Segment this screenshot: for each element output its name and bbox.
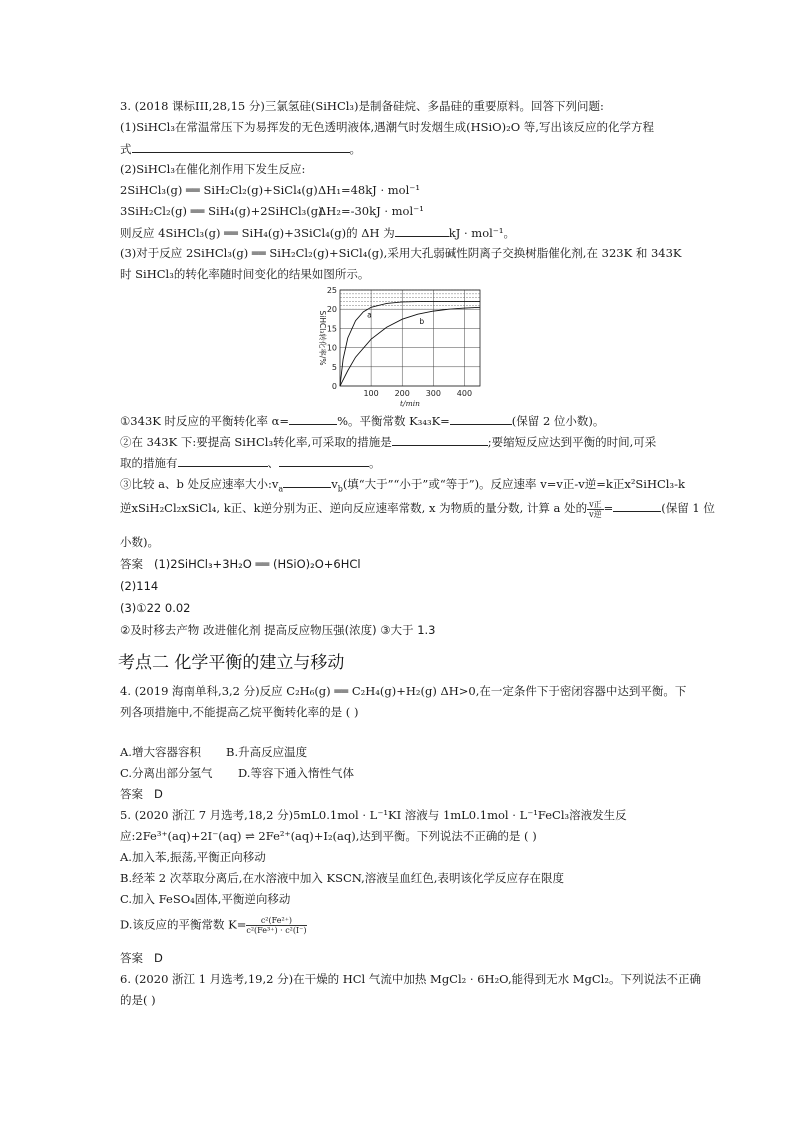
x-tick-label: 200 [394, 389, 410, 398]
q3-sub3 [120, 475, 685, 497]
answer-blank[interactable] [279, 454, 369, 467]
q3-part3-line1: (3)对于反应 2SiHCl₃(g) ══ SiH₂Cl₂(g)+SiCl₄(g),采用大孔弱碱性阴离子交换树脂催化剂,在 323K 和 343K [120, 246, 682, 260]
q3-sub2-a: ②在 343K 下:要提高 SiHCl₃转化率,可采取的措施是 [120, 435, 392, 449]
q5-option-b: B.经苯 2 次萃取分离后,在水溶液中加入 KSCN,溶液呈血红色,表明该化学反应存在限度 [120, 871, 564, 885]
equation-3-prefix: 则反应 4SiHCl₃(g) ══ SiH₄(g)+3SiCl₄(g)的 ΔH 为 [120, 226, 395, 240]
q3-part1-prefix: 式 [120, 142, 132, 156]
conversion-chart [310, 286, 490, 408]
q3-part2: (2)SiHCl₃在催化剂作用下发生反应: [120, 162, 306, 176]
x-tick-label: 300 [425, 389, 441, 398]
rate-ratio-denominator: v逆 [589, 509, 602, 519]
equation-2: 3SiH₂Cl₂(g) ══ SiH₄(g)+2SiHCl₃(g) [120, 204, 323, 218]
chart-labels [367, 310, 424, 326]
q3-answer-4: ②及时移去产物 改进催化剂 提高反应物压强(浓度) ③大于 1.3 [120, 623, 436, 637]
chart-lines [340, 302, 480, 386]
q3-sub4-a: 逆xSiH₂Cl₂xSiCl₄, k正、k逆分别为正、逆向反应速率常数, x 为物质的量分数, 计算 a 处的 [120, 501, 588, 515]
q3-sub4-b: (保留 1 位 [661, 501, 715, 515]
answer-blank[interactable] [178, 454, 268, 467]
q3-sub2-c: 取的措施有 [120, 456, 178, 470]
answer-blank[interactable] [450, 412, 512, 425]
q3-part1-line2 [120, 140, 361, 157]
q4-option-c: C.分离出部分氢气 [120, 766, 213, 780]
y-tick-label: 15 [326, 324, 337, 334]
rate-ratio-numerator: v正 [589, 499, 602, 509]
y-tick-label: 5 [331, 362, 337, 372]
plot-frame [340, 290, 480, 386]
x-tick-label: 400 [456, 389, 473, 398]
x-axis-label: t/min [400, 399, 420, 408]
q3-sub3-c: (填“大于”“小于”或“等于”)。反应速率 v=v正-v逆=k正x²SiHCl₃-k [342, 477, 685, 491]
q3-sub1-c: (保留 2 位小数)。 [511, 414, 605, 428]
chart-axes [318, 286, 480, 408]
q3-answer-1 [120, 556, 361, 572]
q3-part1-suffix: 。 [349, 142, 361, 156]
answer-blank[interactable] [283, 475, 331, 488]
answer-label: 答案 [120, 557, 143, 571]
q3-sub2 [120, 433, 656, 450]
q3-sub1 [120, 412, 604, 429]
chart-grid [340, 290, 480, 386]
q3-sub2-cont [120, 454, 381, 471]
q3-header: 3. (2018 课标III,28,15 分)三氯氢硅(SiHCl₃)是制备硅烷、多晶硅的重要原料。回答下列问题: [120, 99, 604, 113]
equation-3-suffix: kJ · mol⁻¹。 [448, 226, 515, 240]
q3-sub2-e: 。 [369, 456, 381, 470]
answer-text: D [153, 787, 163, 801]
q5-option-c: C.加入 FeSO₄固体,平衡逆向移动 [120, 892, 291, 906]
equation-2-enthalpy: ΔH₂=-30kJ · mol⁻¹ [318, 204, 424, 218]
series-line-b [340, 307, 480, 386]
section-title: 考点二 化学平衡的建立与移动 [118, 653, 345, 673]
q3-part1-line1: (1)SiHCl₃在常温常压下为易挥发的无色透明液体,遇潮气时发烟生成(HSiO)₂O 等,写出该反应的化学方程 [120, 120, 654, 134]
q3-sub5: 小数)。 [120, 535, 159, 549]
q4-header-cont: 列各项措施中,不能提高乙烷平衡转化率的是 ( ) [120, 705, 359, 719]
y-tick-label: 20 [326, 305, 337, 315]
answer-blank[interactable] [613, 499, 661, 512]
q5-option-a: A.加入苯,振荡,平衡正向移动 [120, 850, 266, 864]
rate-ratio-fraction [587, 500, 604, 519]
point-label-a: a [367, 310, 372, 320]
answer-blank[interactable] [395, 224, 449, 237]
q6-header-cont: 的是( ) [120, 993, 156, 1007]
q3-sub1-a: ①343K 时反应的平衡转化率 α= [120, 414, 290, 428]
y-tick-label: 10 [326, 343, 337, 353]
q3-sub3-b-sub: b [337, 484, 343, 494]
q4-option-b: B.升高反应温度 [226, 745, 308, 759]
q5-answer [120, 950, 163, 966]
q3-sub4-eq: = [603, 501, 614, 515]
answer-blank[interactable] [132, 140, 350, 153]
answer-text: D [153, 951, 163, 965]
q5-header: 5. (2020 浙江 7 月选考,18,2 分)5mL0.1mol · L⁻¹KI 溶液与 1mL0.1mol · L⁻¹FeCl₃溶液发生反 [120, 808, 627, 822]
q3-sub2-b: ;要缩短反应达到平衡的时间,可采 [487, 435, 657, 449]
equilibrium-constant-fraction [246, 916, 306, 935]
equation-1-enthalpy: ΔH₁=48kJ · mol⁻¹ [318, 183, 420, 197]
fraction-denominator: c²(Fe³⁺) · c²(I⁻) [246, 926, 307, 935]
y-axis-label: SiHCl₃转化率/% [318, 310, 327, 366]
q6-header: 6. (2020 浙江 1 月选考,19,2 分)在干燥的 HCl 气流中加热 MgCl₂ · 6H₂O,能得到无水 MgCl₂。下列说法不正确 [120, 972, 701, 986]
answer-label: 答案 [120, 787, 143, 801]
q5-header-cont: 应:2Fe³⁺(aq)+2I⁻(aq) ⇌ 2Fe²⁺(aq)+I₂(aq),达到平衡。下列说法不正确的是 ( ) [120, 829, 537, 843]
q3-sub2-d: 、 [267, 456, 279, 470]
equation-3-line [120, 224, 515, 241]
series-line-a [340, 302, 480, 386]
q3-answer-2: (2)114 [120, 579, 159, 593]
answer-text: (1)2SiHCl₃+3H₂O ══ (HSiO)₂O+6HCl [153, 557, 361, 571]
q3-answer-3: (3)①22 0.02 [120, 601, 191, 615]
q3-sub4 [120, 499, 715, 519]
point-label-b: b [419, 317, 425, 327]
q4-answer [120, 786, 163, 802]
y-tick-label: 0 [331, 382, 337, 391]
q3-sub1-b: %。平衡常数 K₃₄₃K= [337, 414, 450, 428]
q4-option-d: D.等容下通入惰性气体 [238, 766, 354, 780]
answer-label: 答案 [120, 951, 143, 965]
y-tick-label: 25 [326, 286, 337, 295]
q3-sub3-b: v [331, 477, 338, 491]
equation-1: 2SiHCl₃(g) ══ SiH₂Cl₂(g)+SiCl₄(g) [120, 183, 318, 197]
answer-blank[interactable] [392, 433, 488, 446]
answer-blank[interactable] [289, 412, 337, 425]
q3-part3-line2: 时 SiHCl₃的转化率随时间变化的结果如图所示。 [120, 267, 370, 281]
q4-header: 4. (2019 海南单科,3,2 分)反应 C₂H₆(g) ══ C₂H₄(g)+H₂(g) ΔH>0,在一定条件下于密闭容器中达到平衡。下 [120, 684, 687, 698]
q5-option-d-prefix: D.该反应的平衡常数 K= [120, 917, 247, 932]
q5-option-d [120, 916, 307, 935]
x-tick-label: 100 [363, 389, 379, 398]
q3-sub3-a: ③比较 a、b 处反应速率大小:v [120, 477, 279, 491]
q4-option-a: A.增大容器容积 [120, 745, 201, 759]
fraction-numerator: c²(Fe²⁺) [246, 916, 306, 926]
q3-sub3-a-sub: a [278, 484, 284, 494]
